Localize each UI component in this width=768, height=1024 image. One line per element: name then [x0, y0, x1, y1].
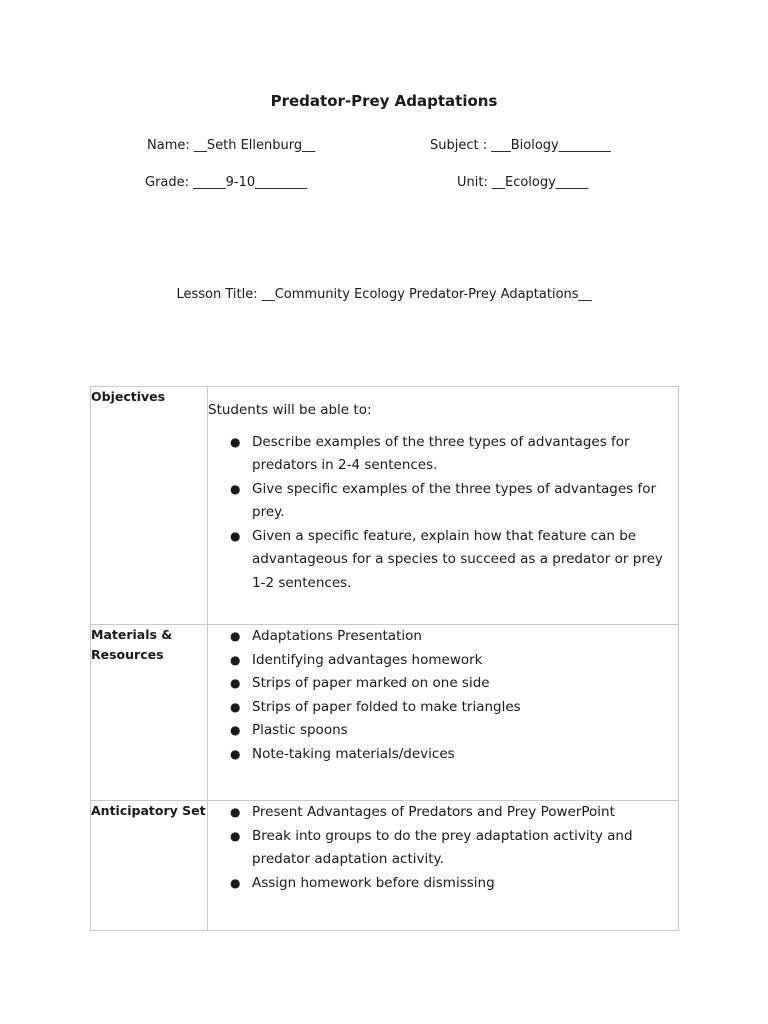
- objectives-label: Objectives: [91, 387, 208, 625]
- lesson-title: Lesson Title: __Community Ecology Predator-Prey Adaptations__: [176, 287, 592, 302]
- list-item: ● Given a specific feature, explain how that feature can be advantageous for a species to succeed as a predator or prey 1-2 sentences.: [208, 525, 678, 596]
- list-item: ● Plastic spoons: [208, 719, 678, 743]
- bullet-icon: ●: [230, 805, 241, 819]
- anticipatory-list: [208, 801, 678, 895]
- anticipatory-label: Anticipatory Set: [91, 801, 208, 931]
- objectives-list: [208, 431, 678, 596]
- list-item: ● Break into groups to do the prey adaptation activity and predator adaptation activity.: [208, 825, 678, 872]
- bullet-icon: ●: [230, 434, 241, 449]
- lesson-plan-table: [90, 386, 679, 931]
- objectives-row: [91, 387, 679, 625]
- bullet-icon: ●: [230, 481, 241, 496]
- list-item: ● Identifying advantages homework: [208, 649, 678, 673]
- bullet-icon: ●: [230, 652, 241, 667]
- objectives-intro: Students will be able to:: [208, 402, 372, 418]
- list-item: ● Present Advantages of Predators and Prey PowerPoint: [208, 801, 678, 825]
- bullet-icon: ●: [230, 875, 241, 890]
- grade-field: Grade: _____9-10________: [145, 175, 308, 190]
- materials-content: [208, 625, 679, 801]
- list-item: ● Adaptations Presentation: [208, 625, 678, 649]
- bullet-icon: ●: [230, 528, 241, 543]
- materials-label: Materials & Resources: [91, 625, 208, 801]
- list-item: ● Describe examples of the three types of advantages for predators in 2-4 sentences.: [208, 431, 678, 478]
- bullet-icon: ●: [230, 828, 241, 843]
- objectives-content: [208, 387, 679, 625]
- anticipatory-content: [208, 801, 679, 931]
- materials-row: [91, 625, 679, 801]
- subject-field: Subject : ___Biology________: [430, 138, 611, 153]
- materials-list: [208, 625, 678, 766]
- bullet-icon: ●: [230, 746, 241, 761]
- list-item: ● Assign homework before dismissing: [208, 872, 678, 896]
- name-field: Name: __Seth Ellenburg__: [147, 138, 316, 153]
- unit-field: Unit: __Ecology_____: [457, 175, 589, 190]
- list-item: ● Give specific examples of the three types of advantages for prey.: [208, 478, 678, 525]
- bullet-icon: ●: [230, 676, 241, 690]
- list-item: ● Strips of paper marked on one side: [208, 672, 678, 696]
- bullet-icon: ●: [230, 723, 241, 737]
- list-item: ● Note-taking materials/devices: [208, 743, 678, 767]
- bullet-icon: ●: [230, 629, 241, 643]
- anticipatory-row: [91, 801, 679, 931]
- list-item: ● Strips of paper folded to make triangles: [208, 696, 678, 720]
- document-title: Predator-Prey Adaptations: [270, 92, 498, 110]
- bullet-icon: ●: [230, 699, 241, 714]
